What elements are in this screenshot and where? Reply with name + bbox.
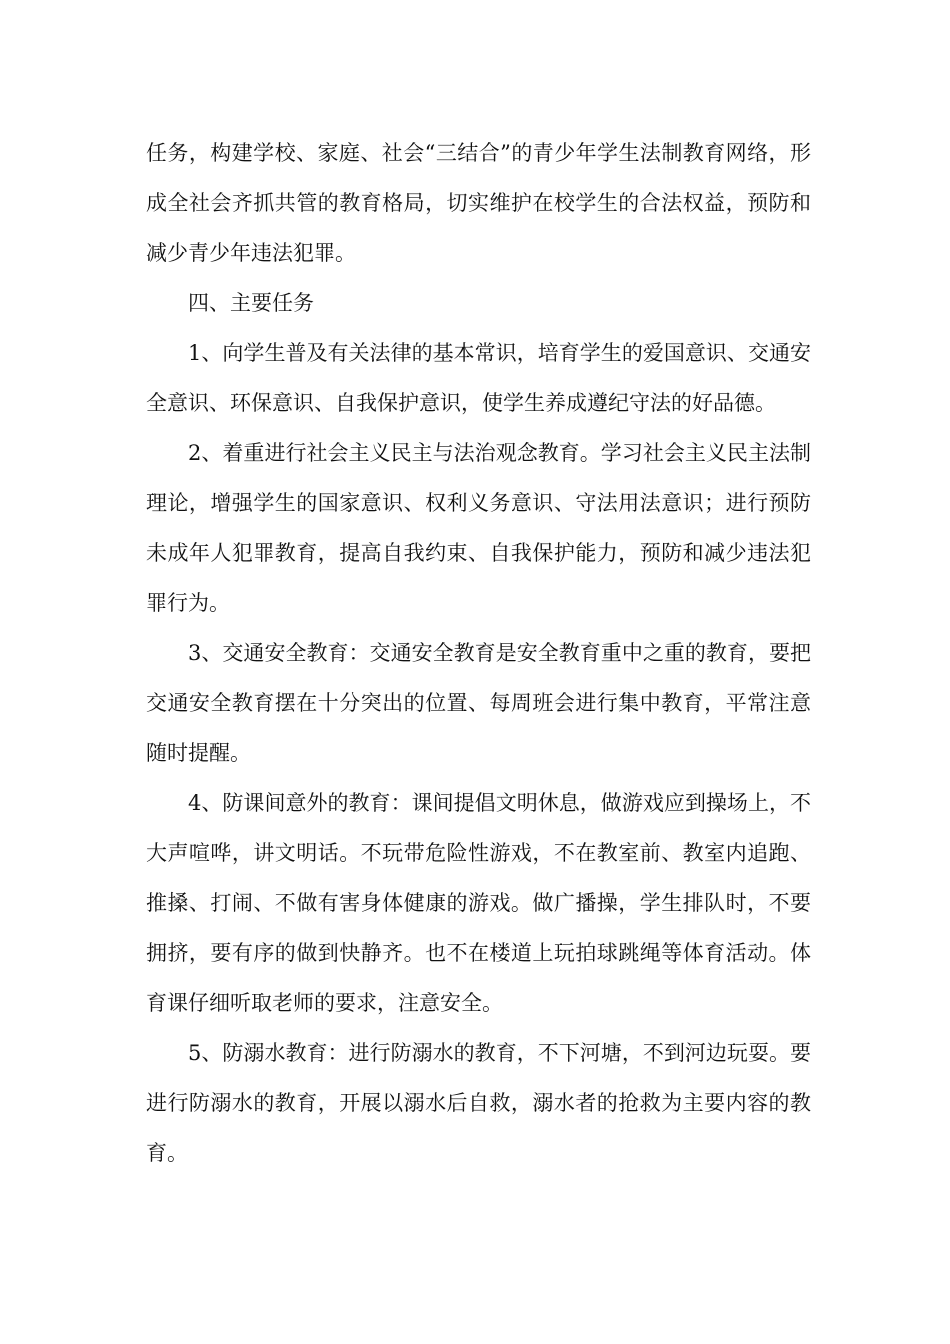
paragraph-task-1: 1、向学生普及有关法律的基本常识，培育学生的爱国意识、交通安全意识、环保意识、自我保护意识，使学生养成遵纪守法的好品德。 [146,341,811,415]
paragraph-task-5: 5、防溺水教育：进行防溺水的教育，不下河塘，不到河边玩耍。要进行防溺水的教育，开展以溺水后自救，溺水者的抢救为主要内容的教育。 [146,1041,811,1165]
document-body [146,128,811,1178]
paragraph-continuation: 任务，构建学校、家庭、社会“三结合”的青少年学生法制教育网络，形成全社会齐抓共管的教育格局，切实维护在校学生的合法权益，预防和减少青少年违法犯罪。 [146,141,811,265]
paragraph-task-3: 3、交通安全教育：交通安全教育是安全教育重中之重的教育，要把交通安全教育摆在十分突出的位置、每周班会进行集中教育，平常注意随时提醒。 [146,641,811,765]
paragraph-task-2: 2、着重进行社会主义民主与法治观念教育。学习社会主义民主法制理论，增强学生的国家意识、权利义务意识、守法用法意识；进行预防未成年人犯罪教育，提高自我约束、自我保护能力，预防和减少违法犯罪行为。 [146,441,811,615]
section-heading-main-tasks: 四、主要任务 [188,291,314,315]
paragraph-task-4: 4、防课间意外的教育：课间提倡文明休息，做游戏应到操场上，不大声喧哗，讲文明话。不玩带危险性游戏，不在教室前、教室内追跑、推搡、打闹、不做有害身体健康的游戏。做广播操，学生排队时，不要拥挤，要有序的做到快静齐。也不在楼道上玩拍球跳绳等体育活动。体育课仔细听取老师的要求，注意安全。 [146,791,811,1015]
